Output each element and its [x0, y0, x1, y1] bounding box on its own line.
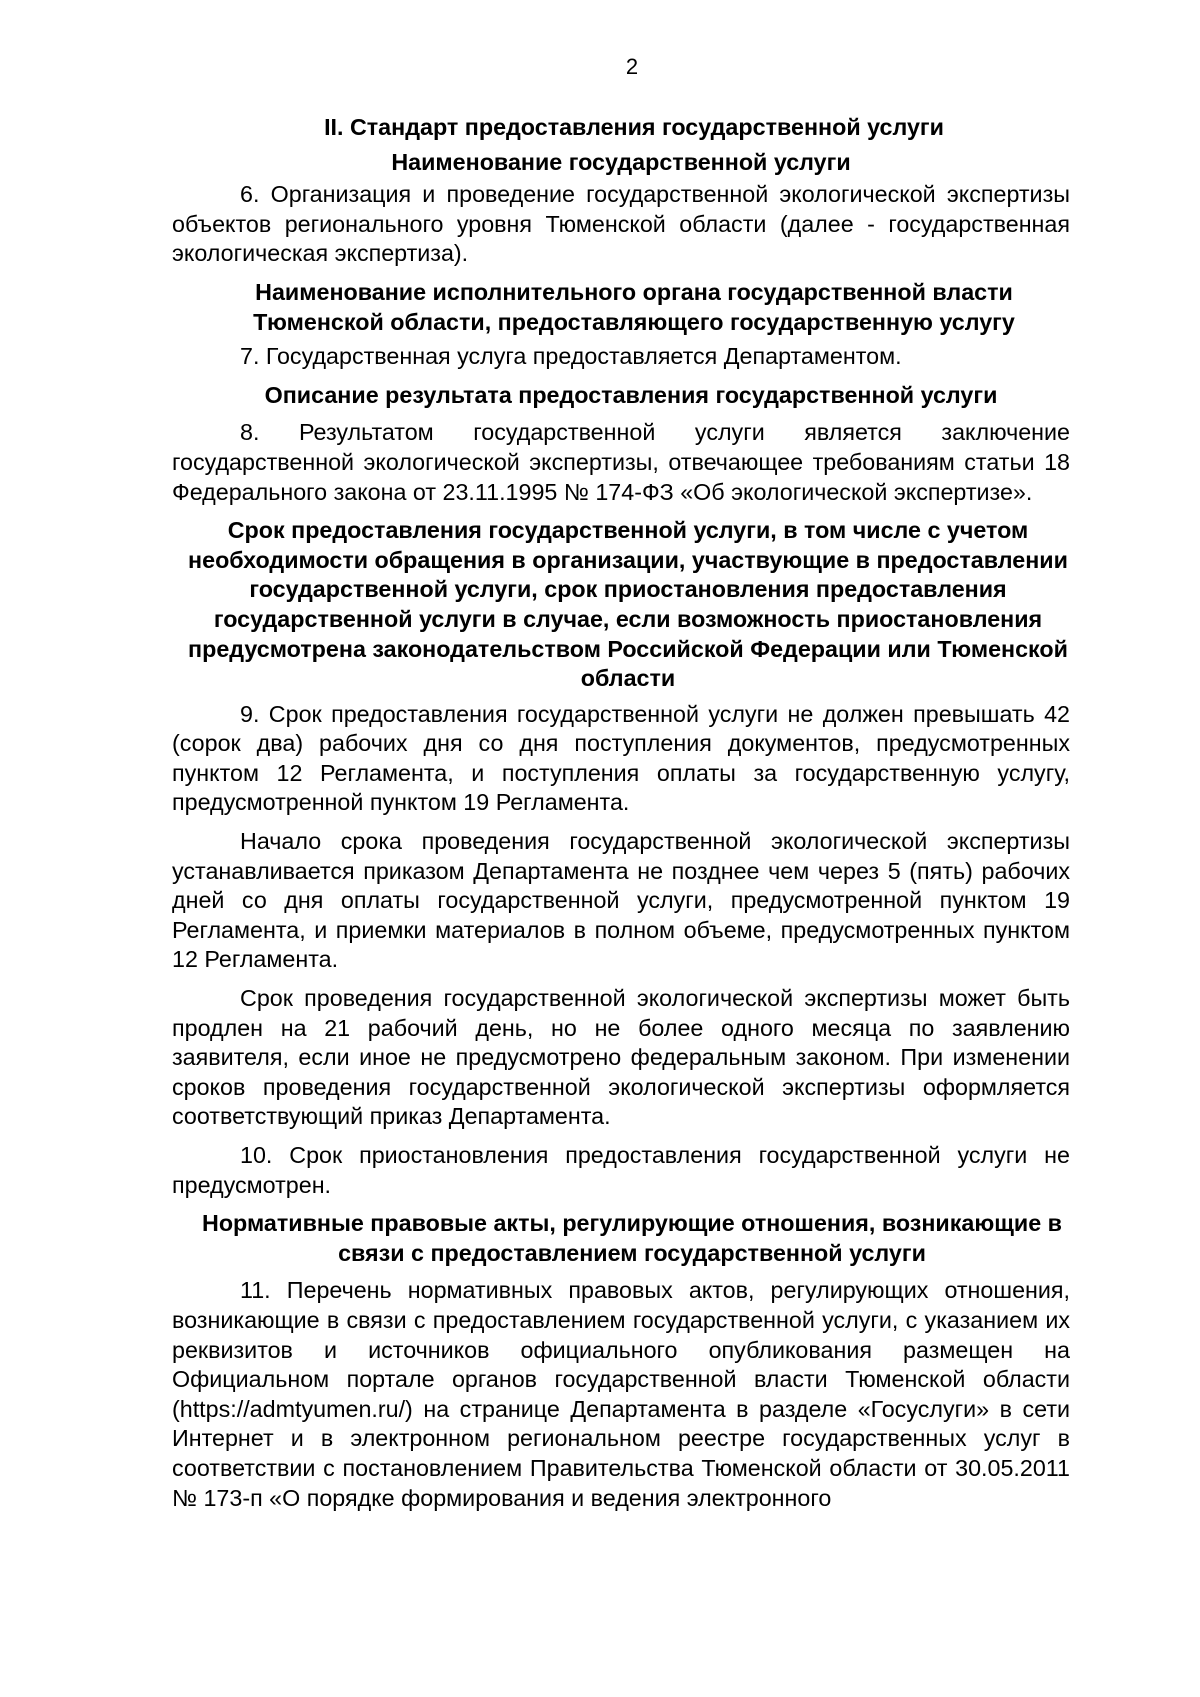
authority-heading: Наименование исполнительного органа государственной власти Тюменской области, предоставляющего государственную услугу	[253, 278, 1015, 335]
paragraph-8: 8. Результатом государственной услуги является заключение государственной экологической экспертизы, отвечающее требованиям статьи 18 Федерального закона от 23.11.1995 № 174-ФЗ «Об экологической экспертизе».	[172, 419, 1070, 505]
result-heading: Описание результата предоставления государственной услуги	[264, 381, 998, 408]
paragraph-7: 7. Государственная услуга предоставляется Департаментом.	[240, 343, 902, 370]
document-body	[172, 113, 1070, 1513]
section-title: II. Стандарт предоставления государственной услуги	[324, 114, 944, 140]
paragraph-9: 9. Срок предоставления государственной услуги не должен превышать 42 (сорок два) рабочих дня со дня поступления документов, предусмотренных пунктом 12 Регламента, и поступления оплаты за государственную услугу, предусмотренной пунктом 19 Регламента.	[172, 700, 1070, 816]
paragraph-9-extension: Срок проведения государственной экологической экспертизы может быть продлен на 21 рабочий день, но не более одного месяца по заявлению заявителя, если иное не предусмотрено федеральным законом. При изменении сроков проведения государственной экологической экспертизы оформляется соответствующий приказ Департамента.	[172, 985, 1070, 1130]
service-name-heading: Наименование государственной услуги	[391, 148, 851, 175]
paragraph-11: 11. Перечень нормативных правовых актов, регулирующих отношения, возникающие в связи с предоставлением государственной услуги, с указанием их реквизитов и источников официального опубликования размещен на Официальном портале органов государственной власти Тюменской области (https://admtyumen.ru/) на странице Департамента в разделе «Госуслуги» в сети Интернет и в электронном региональном реестре государственных услуг в соответствии с постановлением Правительства Тюменской области от 30.05.2011 № 173-п «О порядке формирования и ведения электронного	[172, 1277, 1070, 1511]
acts-heading: Нормативные правовые акты, регулирующие отношения, возникающие в связи с предоставлением государственной услуги	[202, 1210, 1062, 1266]
paragraph-10: 10. Срок приостановления предоставления государственной услуги не предусмотрен.	[172, 1142, 1070, 1198]
paragraph-6: 6. Организация и проведение государственной экологической экспертизы объектов регионального уровня Тюменской области (далее - государственная экологическая экспертиза).	[172, 181, 1070, 267]
term-heading: Срок предоставления государственной услуги, в том числе с учетом необходимости обращения в организации, участвующие в предоставлении государственной услуги, срок приостановления предоставления государственной услуги в случае, если возможность приостановления предусмотрена законодательством Российской Федерации или Тюменской области	[188, 517, 1068, 692]
paragraph-9-start: Начало срока проведения государственной экологической экспертизы устанавливается приказом Департамента не позднее чем через 5 (пять) рабочих дней со дня оплаты государственной услуги, предусмотренной пунктом 19 Регламента, и приемки материалов в полном объеме, предусмотренных пунктом 12 Регламента.	[172, 828, 1070, 973]
page-number: 2	[625, 54, 639, 79]
